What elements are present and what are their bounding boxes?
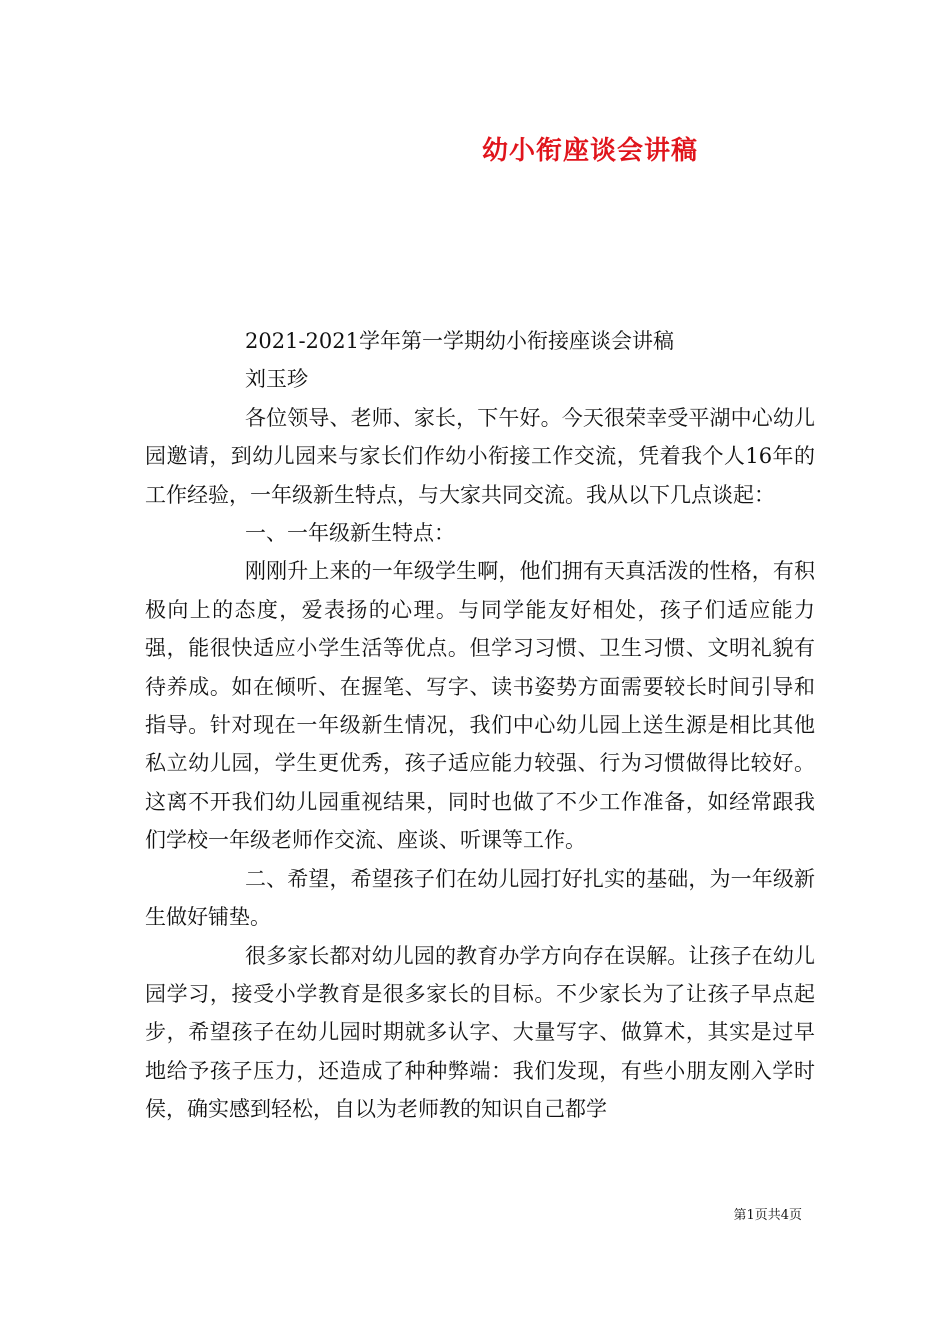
page-number: 第1页共4页 (733, 1208, 802, 1223)
section-heading-1: 一、一年级新生特点： (245, 521, 455, 546)
document-subtitle: 2021-2021学年第一学期幼小衔接座谈会讲稿 (245, 329, 674, 353)
document-body (145, 322, 815, 1129)
document-author: 刘玉珍 (245, 367, 308, 392)
paragraph-new-student-traits: 刚刚升上来的一年级学生啊，他们拥有天真活泼的性格，有积极向上的态度，爱表扬的心理。与同学能友好相处，孩子们适应能力强，能很快适应小学生活等优点。但学习习惯、卫生习惯、文明礼貌有待养成。如在倾听、在握笔、写字、读书姿势方面需要较长时间引导和指导。针对现在一年级新生情况，我们中心幼儿园上送生源是相比其他私立幼儿园，学生更优秀，孩子适应能力较强、行为习惯做得比较好。这离不开我们幼儿园重视结果，同时也做了不少工作准备，如经常跟我们学校一年级老师作交流、座谈、听课等工作。 (145, 559, 815, 853)
paragraph-parent-misconceptions: 很多家长都对幼儿园的教育办学方向存在误解。让孩子在幼儿园学习，接受小学教育是很多家长的目标。不少家长为了让孩子早点起步，希望孩子在幼儿园时期就多认字、大量写字、做算术，其实是过早地给予孩子压力，还造成了种种弊端：我们发现，有些小朋友刚入学时侯，确实感到轻松，自以为老师教的知识自己都学 (145, 943, 815, 1122)
page-title: 幼小衔座谈会讲稿 (481, 136, 698, 166)
paragraph-greeting: 各位领导、老师、家长，下午好。今天很荣幸受平湖中心幼儿园邀请，到幼儿园来与家长们作幼小衔接工作交流，凭着我个人16年的工作经验，一年级新生特点，与大家共同交流。我从以下几点谈起： (145, 405, 815, 507)
section-heading-2: 二、希望，希望孩子们在幼儿园打好扎实的基础，为一年级新生做好铺垫。 (145, 866, 815, 930)
